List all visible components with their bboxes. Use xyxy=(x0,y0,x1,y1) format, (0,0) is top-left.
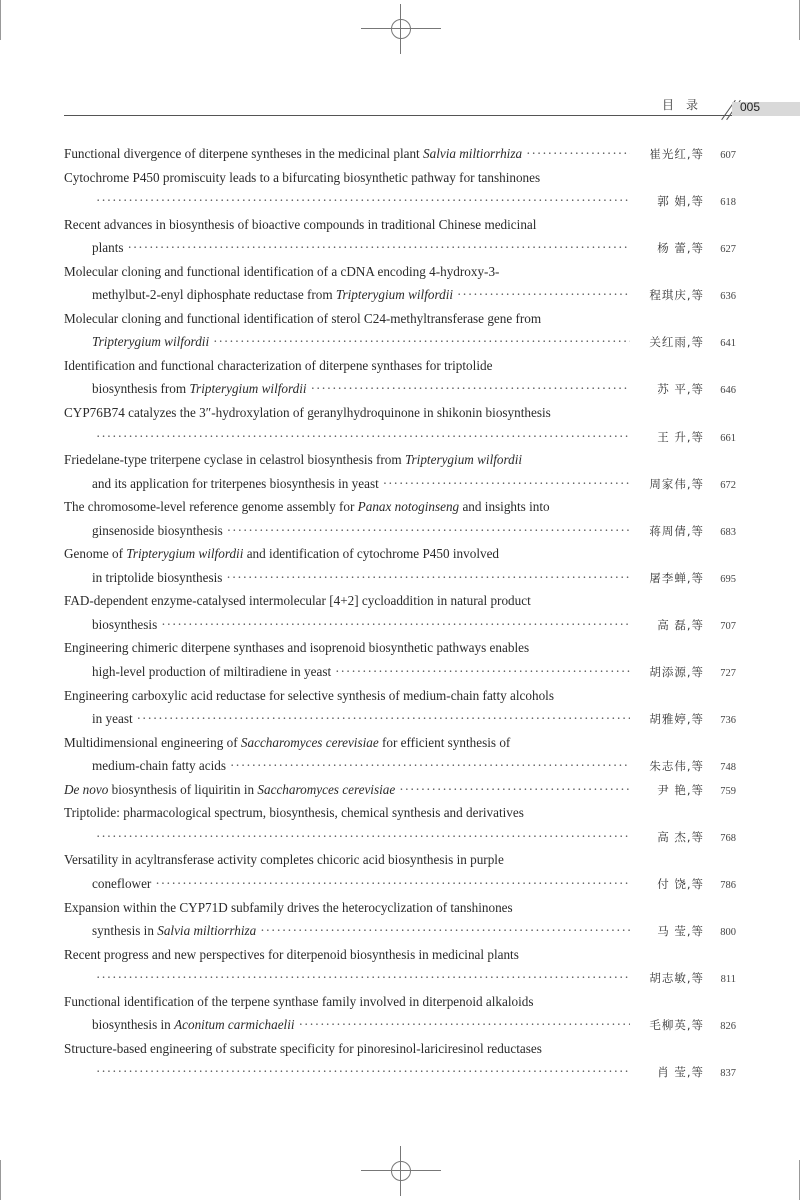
toc-entry-line xyxy=(64,213,736,237)
toc-entry-line xyxy=(64,236,736,260)
entry-title xyxy=(64,801,524,825)
toc-entry[interactable] xyxy=(64,495,736,542)
registration-mark-top xyxy=(361,4,441,54)
title-italic-segment: Saccharomyces cerevisiae xyxy=(240,734,379,750)
entry-title xyxy=(64,943,519,967)
title-segment: coneflower xyxy=(92,875,152,891)
entry-page-number: 759 xyxy=(720,785,736,797)
dot-leader xyxy=(96,189,630,213)
entry-page-number: 837 xyxy=(720,1068,736,1080)
title-segment: Functional identification of the terpene synthase family involved in diterpenoid alkaloids xyxy=(64,993,534,1009)
toc-entry-line xyxy=(64,919,736,943)
entry-title xyxy=(64,354,492,378)
entry-page-number: 683 xyxy=(720,526,736,538)
toc-entry-line xyxy=(64,1013,736,1037)
toc-entry[interactable] xyxy=(64,1037,736,1084)
title-italic-segment: Tripterygium wilfordii xyxy=(189,381,307,397)
toc-entry-line xyxy=(64,354,736,378)
toc-entry-line xyxy=(64,896,736,920)
toc-entry[interactable] xyxy=(64,542,736,589)
entry-author: 关红雨,等 xyxy=(649,335,704,350)
title-italic-segment: Salvia miltiorrhiza xyxy=(157,923,257,939)
title-segment: Structure-based engineering of substrate specificity for pinoresinol-lariciresinol reductases xyxy=(64,1040,542,1056)
title-segment: biosynthesis in xyxy=(92,1017,175,1033)
toc-entry-line xyxy=(64,519,736,543)
crop-mark-top-left xyxy=(0,0,1,40)
toc-entry-line xyxy=(64,330,736,354)
crop-mark-bottom-left xyxy=(0,1160,1,1200)
toc-entry-line xyxy=(64,707,736,731)
title-italic-segment: Tripterygium wilfordii xyxy=(92,334,210,350)
dot-leader xyxy=(227,519,630,543)
toc-entry-line xyxy=(64,966,736,990)
entry-title xyxy=(64,142,522,166)
entry-author: 屠李蝉,等 xyxy=(649,570,704,585)
title-italic-segment: Aconitum carmichaelii xyxy=(174,1017,295,1033)
toc-entry[interactable] xyxy=(64,448,736,495)
title-segment: synthesis in xyxy=(92,923,158,939)
toc-entry-line xyxy=(64,542,736,566)
dot-leader xyxy=(399,778,630,802)
dot-leader xyxy=(383,472,630,496)
entry-title xyxy=(64,213,536,237)
entry-author: 胡添源,等 xyxy=(649,665,704,680)
toc-entry-line xyxy=(64,990,736,1014)
entry-title xyxy=(92,472,379,496)
dot-leader xyxy=(155,872,630,896)
title-segment: in yeast xyxy=(92,711,133,727)
toc-entry-line xyxy=(64,778,736,802)
title-italic-segment: De novo xyxy=(64,781,109,797)
entry-title xyxy=(92,566,222,590)
dot-leader xyxy=(128,236,630,260)
entry-page-number: 618 xyxy=(720,197,736,209)
section-title: 目录 xyxy=(661,98,710,112)
entry-title xyxy=(64,589,531,613)
toc-entry-line xyxy=(64,1060,736,1084)
entry-page-number: 672 xyxy=(720,479,736,491)
dot-leader xyxy=(161,613,630,637)
title-italic-segment: Tripterygium wilfordii xyxy=(335,287,454,303)
toc-entry-line xyxy=(64,660,736,684)
entry-author: 苏 平,等 xyxy=(657,382,704,397)
title-italic-segment: Panax notoginseng xyxy=(357,499,460,515)
title-segment: Identification and functional characterization of diterpene synthases for triptolide xyxy=(64,357,493,373)
title-segment: plants xyxy=(92,240,124,256)
toc-entry[interactable] xyxy=(64,260,736,307)
entry-author: 胡雅婷,等 xyxy=(649,712,704,727)
entry-author: 高 杰,等 xyxy=(657,829,704,844)
entry-page-number: 826 xyxy=(720,1021,736,1033)
title-segment: and identification of cytochrome P450 involved xyxy=(243,546,500,562)
title-segment: Versatility in acyltransferase activity completes chicoric acid biosynthesis in purple xyxy=(64,852,504,868)
title-segment: Recent progress and new perspectives for diterpenoid biosynthesis in medicinal plants xyxy=(64,946,519,962)
toc-entry-line xyxy=(64,589,736,613)
entry-title xyxy=(64,1037,542,1061)
toc-entry[interactable] xyxy=(64,142,736,166)
entry-author: 尹 艳,等 xyxy=(657,782,704,797)
entry-title xyxy=(92,919,256,943)
entry-author: 王 升,等 xyxy=(657,429,704,444)
title-segment: and its application for triterpenes biosynthesis in yeast xyxy=(92,475,379,491)
toc-entry-line xyxy=(64,495,736,519)
title-segment: Recent advances in biosynthesis of bioactive compounds in traditional Chinese medicinal xyxy=(64,216,537,232)
title-segment: Multidimensional engineering of xyxy=(64,734,241,750)
entry-page-number: 786 xyxy=(720,879,736,891)
toc-entry-line xyxy=(64,189,736,213)
entry-title xyxy=(64,448,522,472)
toc-entry-line xyxy=(64,731,736,755)
toc-entry[interactable] xyxy=(64,848,736,895)
entry-title xyxy=(92,613,157,637)
entry-title xyxy=(64,495,550,519)
toc-entry-line xyxy=(64,872,736,896)
toc-entry-line xyxy=(64,307,736,331)
toc-entry-line xyxy=(64,684,736,708)
toc-entry-line xyxy=(64,283,736,307)
toc-entry-line xyxy=(64,1037,736,1061)
entry-title xyxy=(92,754,226,778)
entry-author: 付 饶,等 xyxy=(657,876,704,891)
toc-entry-line xyxy=(64,754,736,778)
title-segment: and insights into xyxy=(459,499,550,515)
toc-entry[interactable] xyxy=(64,636,736,683)
entry-page-number: 641 xyxy=(720,338,736,350)
toc-entry-line xyxy=(64,166,736,190)
dot-leader xyxy=(230,754,630,778)
title-italic-segment: Saccharomyces cerevisiae xyxy=(257,781,396,797)
title-segment: medium-chain fatty acids xyxy=(92,758,227,774)
registration-mark-bottom xyxy=(361,1146,441,1196)
title-segment: FAD-dependent enzyme-catalysed intermolecular [4+2] cycloaddition in natural product xyxy=(64,593,531,609)
entry-title xyxy=(64,401,551,425)
toc-entry-line xyxy=(64,377,736,401)
entry-page-number: 811 xyxy=(720,974,736,986)
toc-entry[interactable] xyxy=(64,801,736,848)
dot-leader xyxy=(260,919,630,943)
toc-entry-line xyxy=(64,142,736,166)
title-segment: CYP76B74 catalyzes the 3″-hydroxylation of geranylhydroquinone in shikonin biosynthesis xyxy=(64,405,551,421)
dot-leader xyxy=(96,425,630,449)
title-segment: Functional divergence of diterpene syntheses in the medicinal plant xyxy=(64,146,424,161)
entry-title xyxy=(64,260,499,284)
entry-page-number: 646 xyxy=(720,385,736,397)
dot-leader xyxy=(96,825,630,849)
entry-title xyxy=(64,307,541,331)
entry-title xyxy=(64,896,513,920)
toc-entry[interactable] xyxy=(64,896,736,943)
toc-entry-line xyxy=(64,636,736,660)
entry-page-number: 727 xyxy=(720,668,736,680)
entry-page-number: 695 xyxy=(720,573,736,585)
title-segment: for efficient synthesis of xyxy=(378,734,511,750)
table-of-contents xyxy=(64,142,736,1084)
toc-entry[interactable] xyxy=(64,943,736,990)
title-segment: biosynthesis of liquiritin in xyxy=(108,781,258,797)
entry-page-number: 627 xyxy=(720,244,736,256)
toc-entry[interactable] xyxy=(64,354,736,401)
entry-page-number: 636 xyxy=(720,291,736,303)
toc-entry[interactable] xyxy=(64,684,736,731)
toc-entry-line xyxy=(64,825,736,849)
title-segment: ginsenoside biosynthesis xyxy=(92,522,223,538)
dot-leader xyxy=(96,966,630,990)
toc-entry[interactable] xyxy=(64,166,736,213)
entry-title xyxy=(92,660,331,684)
title-segment: The chromosome-level reference genome assembly for xyxy=(64,499,358,515)
entry-title xyxy=(92,330,209,354)
entry-title xyxy=(64,778,395,802)
entry-page-number: 748 xyxy=(720,762,736,774)
toc-entry[interactable] xyxy=(64,778,736,802)
title-italic-segment: Tripterygium wilfordii xyxy=(126,546,244,562)
entry-title xyxy=(92,377,307,401)
title-segment: Triptolide: pharmacological spectrum, biosynthesis, chemical synthesis and derivatives xyxy=(64,805,524,821)
title-italic-segment: Salvia miltiorrhiza xyxy=(423,146,523,161)
title-segment: in triptolide biosynthesis xyxy=(92,569,223,585)
entry-title xyxy=(92,872,151,896)
entry-author: 毛柳英,等 xyxy=(649,1018,704,1033)
toc-entry-line xyxy=(64,801,736,825)
title-segment: Expansion within the CYP71D subfamily drives the heterocyclization of tanshinones xyxy=(64,899,513,915)
entry-author: 朱志伟,等 xyxy=(649,759,704,774)
title-segment: Molecular cloning and functional identification of a cDNA encoding 4-hydroxy-3- xyxy=(64,263,500,279)
dot-leader xyxy=(335,660,630,684)
entry-author: 崔光红,等 xyxy=(649,147,704,161)
toc-entry-line xyxy=(64,472,736,496)
entry-title xyxy=(64,166,540,190)
title-segment: biosynthesis xyxy=(92,616,158,632)
title-segment: methylbut-2-enyl diphosphate reductase from xyxy=(92,287,336,303)
entry-page-number: 661 xyxy=(720,432,736,444)
title-segment: Engineering chimeric diterpene synthases and isoprenoid biosynthetic pathways enables xyxy=(64,640,530,656)
toc-entry-line xyxy=(64,401,736,425)
toc-entry[interactable] xyxy=(64,307,736,354)
entry-page-number: 768 xyxy=(720,832,736,844)
entry-title xyxy=(64,848,504,872)
entry-author: 周家伟,等 xyxy=(649,476,704,491)
entry-author: 胡志敏,等 xyxy=(649,971,704,986)
dot-leader xyxy=(137,707,630,731)
entry-title xyxy=(64,731,510,755)
toc-entry[interactable] xyxy=(64,589,736,636)
toc-entry[interactable] xyxy=(64,990,736,1037)
entry-page-number: 736 xyxy=(720,715,736,727)
entry-author: 肖 莹,等 xyxy=(657,1065,704,1080)
entry-title xyxy=(92,283,453,307)
dot-leader xyxy=(96,1060,630,1084)
toc-entry-line xyxy=(64,260,736,284)
entry-title xyxy=(92,519,223,543)
entry-title xyxy=(92,707,133,731)
entry-author: 马 莹,等 xyxy=(657,924,704,939)
entry-title xyxy=(92,1013,295,1037)
title-italic-segment: Tripterygium wilfordii xyxy=(404,452,523,468)
toc-entry[interactable] xyxy=(64,731,736,778)
title-segment: Cytochrome P450 promiscuity leads to a bifurcating biosynthetic pathway for tanshinones xyxy=(64,169,541,185)
toc-entry-line xyxy=(64,943,736,967)
dot-leader xyxy=(526,142,630,166)
entry-page-number: 607 xyxy=(720,150,736,161)
running-header xyxy=(64,92,800,118)
title-segment: high-level production of miltiradiene in yeast xyxy=(92,664,332,680)
toc-entry[interactable] xyxy=(64,401,736,448)
title-segment: Engineering carboxylic acid reductase for selective synthesis of medium-chain fatty alcohols xyxy=(64,687,554,703)
entry-author: 郭 娟,等 xyxy=(657,194,704,209)
toc-entry[interactable] xyxy=(64,213,736,260)
entry-title xyxy=(64,636,529,660)
title-segment: Molecular cloning and functional identification of sterol C24-methyltransferase gene from xyxy=(64,310,542,326)
toc-entry-line xyxy=(64,848,736,872)
entry-title xyxy=(64,542,499,566)
entry-author: 程琪庆,等 xyxy=(649,288,704,303)
dot-leader xyxy=(457,283,630,307)
entry-title xyxy=(92,236,124,260)
title-segment: biosynthesis from xyxy=(92,381,190,397)
title-segment: Genome of xyxy=(64,546,127,562)
entry-author: 蒋周倩,等 xyxy=(649,523,704,538)
entry-title xyxy=(64,684,554,708)
title-segment: Friedelane-type triterpene cyclase in celastrol biosynthesis from xyxy=(64,452,405,468)
entry-author: 杨 蕾,等 xyxy=(657,241,704,256)
dot-leader xyxy=(299,1013,630,1037)
entry-author: 高 磊,等 xyxy=(657,617,704,632)
page-number: 005 xyxy=(739,100,760,114)
dot-leader xyxy=(213,330,630,354)
toc-entry-line xyxy=(64,566,736,590)
header-rule xyxy=(64,115,732,116)
dot-leader xyxy=(226,566,630,590)
toc-entry-line xyxy=(64,613,736,637)
entry-page-number: 707 xyxy=(720,620,736,632)
entry-title xyxy=(64,990,534,1014)
dot-leader xyxy=(311,377,630,401)
toc-entry-line xyxy=(64,425,736,449)
toc-entry-line xyxy=(64,448,736,472)
entry-page-number: 800 xyxy=(720,927,736,939)
